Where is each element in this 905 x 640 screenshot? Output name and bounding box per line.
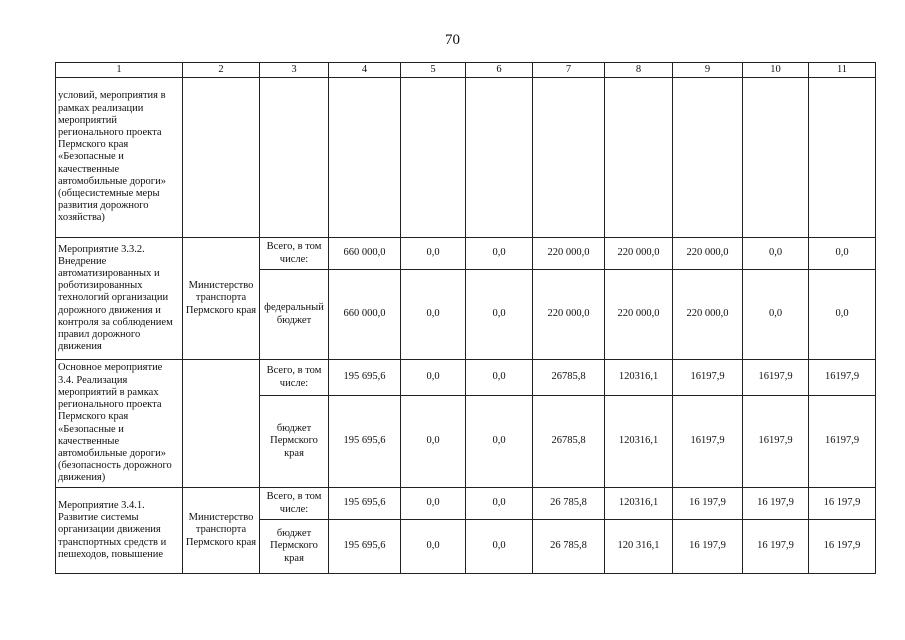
amount-cell: 26785,8 [533, 396, 605, 488]
column-header: 8 [605, 63, 673, 78]
amount-cell: 195 695,6 [329, 360, 401, 396]
amount-cell: 16 197,9 [809, 488, 876, 520]
amount-cell: 660 000,0 [329, 238, 401, 270]
responsible-executor [183, 360, 260, 488]
measure-name: условий, мероприятия в рамках реализации мероприятий регионального проекта Пермского края «Безопасные и качественные автомобильные дороги» (общесистемные меры развития дорожного хозяйства) [56, 78, 183, 238]
column-header: 9 [673, 63, 743, 78]
amount-cell: 16197,9 [743, 360, 809, 396]
amount-cell: 26 785,8 [533, 488, 605, 520]
table-row [56, 360, 876, 396]
amount-cell: 0,0 [466, 520, 533, 574]
funding-source: Всего, в том числе: [260, 360, 329, 396]
amount-cell: 220 000,0 [605, 270, 673, 360]
funding-source: бюджет Пермского края [260, 520, 329, 574]
amount-cell: 120316,1 [605, 360, 673, 396]
amount-cell [743, 78, 809, 238]
amount-cell: 120316,1 [605, 488, 673, 520]
amount-cell: 16 197,9 [809, 520, 876, 574]
column-header: 11 [809, 63, 876, 78]
measure-name: Мероприятие 3.4.1. Развитие системы организации движения транспортных средств и пешеходов, повышение [56, 488, 183, 574]
measure-name: Мероприятие 3.3.2. Внедрение автоматизированных и роботизированных технологий организации дорожного движения и контроля за соблюдением правил дорожного движения [56, 238, 183, 360]
amount-cell: 0,0 [809, 238, 876, 270]
funding-source: Всего, в том числе: [260, 488, 329, 520]
column-header: 5 [401, 63, 466, 78]
amount-cell: 0,0 [466, 396, 533, 488]
amount-cell: 120 316,1 [605, 520, 673, 574]
amount-cell: 16197,9 [673, 396, 743, 488]
amount-cell: 660 000,0 [329, 270, 401, 360]
amount-cell [401, 78, 466, 238]
amount-cell: 220 000,0 [673, 238, 743, 270]
column-header: 6 [466, 63, 533, 78]
amount-cell: 220 000,0 [533, 270, 605, 360]
amount-cell: 195 695,6 [329, 488, 401, 520]
amount-cell: 0,0 [401, 520, 466, 574]
table-row [56, 238, 876, 270]
amount-cell: 0,0 [401, 488, 466, 520]
column-header: 4 [329, 63, 401, 78]
amount-cell: 120316,1 [605, 396, 673, 488]
amount-cell: 16 197,9 [673, 488, 743, 520]
column-header: 1 [56, 63, 183, 78]
table-row [56, 488, 876, 520]
amount-cell: 16 197,9 [673, 520, 743, 574]
amount-cell: 16197,9 [809, 360, 876, 396]
amount-cell: 16 197,9 [743, 520, 809, 574]
column-number-row [56, 63, 876, 78]
column-header: 10 [743, 63, 809, 78]
responsible-executor: Министерство транспорта Пермского края [183, 238, 260, 360]
amount-cell [605, 78, 673, 238]
amount-cell: 0,0 [466, 238, 533, 270]
amount-cell [809, 78, 876, 238]
funding-source: бюджет Пермского края [260, 396, 329, 488]
amount-cell: 0,0 [466, 270, 533, 360]
amount-cell: 0,0 [809, 270, 876, 360]
amount-cell: 0,0 [466, 360, 533, 396]
amount-cell: 195 695,6 [329, 396, 401, 488]
amount-cell: 0,0 [401, 270, 466, 360]
measure-name: Основное мероприятие 3.4. Реализация мероприятий в рамках регионального проекта Пермского края «Безопасные и качественные автомобильные дороги» (безопасность дорожного движения) [56, 360, 183, 488]
amount-cell: 16197,9 [673, 360, 743, 396]
amount-cell: 26 785,8 [533, 520, 605, 574]
amount-cell: 0,0 [401, 238, 466, 270]
amount-cell [466, 78, 533, 238]
table-row [56, 78, 876, 238]
responsible-executor [183, 78, 260, 238]
amount-cell: 16 197,9 [743, 488, 809, 520]
amount-cell: 220 000,0 [673, 270, 743, 360]
amount-cell: 0,0 [401, 360, 466, 396]
amount-cell: 0,0 [466, 488, 533, 520]
funding-source [260, 78, 329, 238]
page-number: 70 [445, 32, 460, 48]
funding-source: федеральный бюджет [260, 270, 329, 360]
program-funding-table [55, 62, 876, 574]
funding-source: Всего, в том числе: [260, 238, 329, 270]
responsible-executor: Министерство транспорта Пермского края [183, 488, 260, 574]
amount-cell [329, 78, 401, 238]
amount-cell: 0,0 [401, 396, 466, 488]
amount-cell: 16197,9 [743, 396, 809, 488]
column-header: 2 [183, 63, 260, 78]
amount-cell: 220 000,0 [605, 238, 673, 270]
amount-cell: 16197,9 [809, 396, 876, 488]
amount-cell: 195 695,6 [329, 520, 401, 574]
amount-cell: 220 000,0 [533, 238, 605, 270]
column-header: 3 [260, 63, 329, 78]
amount-cell: 0,0 [743, 238, 809, 270]
column-header: 7 [533, 63, 605, 78]
amount-cell: 0,0 [743, 270, 809, 360]
amount-cell [673, 78, 743, 238]
amount-cell [533, 78, 605, 238]
amount-cell: 26785,8 [533, 360, 605, 396]
